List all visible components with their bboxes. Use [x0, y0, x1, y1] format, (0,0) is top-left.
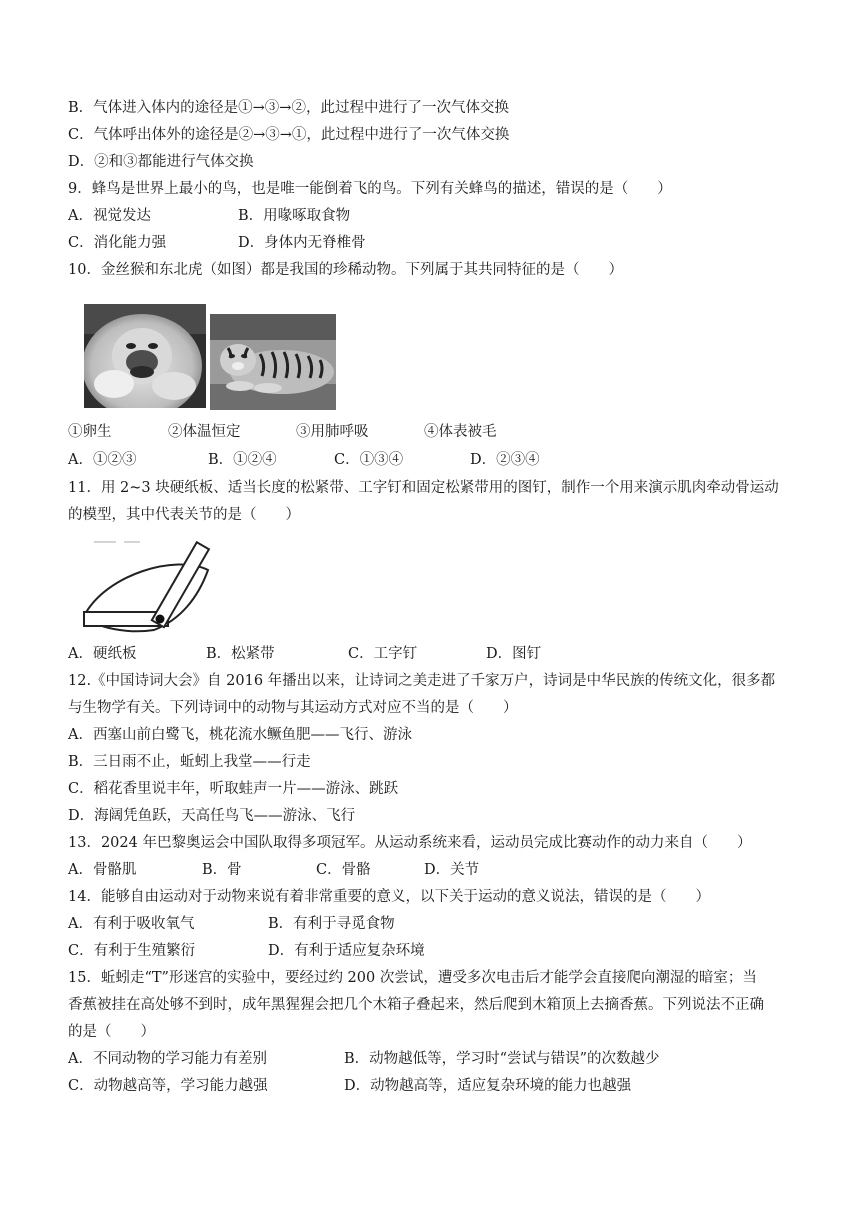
q11-option-b: B．松紧带: [206, 646, 275, 662]
q8-option-d: D．②和③都能进行气体交换: [68, 154, 254, 170]
q10-option-c: C．①③④: [334, 452, 404, 468]
q12-option-a: A．西塞山前白鹭飞，桃花流水鳜鱼肥——飞行、游泳: [68, 727, 412, 743]
q10-option-d: D．②③④: [470, 452, 540, 468]
q11-option-d: D．图钉: [486, 646, 542, 662]
q11-option-c: C．工字钉: [348, 646, 418, 662]
joint-model-diagram: [76, 534, 216, 638]
q9-option-d: D．身体内无脊椎骨: [238, 235, 366, 251]
q14-option-d: D．有利于适应复杂环境: [268, 943, 425, 959]
q12-option-c: C．稻花香里说丰年，听取蛙声一片——游泳、跳跃: [68, 781, 399, 797]
q15-option-d: D．动物越高等，适应复杂环境的能力也越强: [344, 1078, 632, 1094]
q10-stem: 10．金丝猴和东北虎（如图）都是我国的珍稀动物。下列属于其共同特征的是（ ）: [68, 262, 623, 278]
q10-feature-3: ③用肺呼吸: [296, 424, 369, 440]
q14-option-b: B．有利于寻觅食物: [268, 916, 395, 932]
golden-monkey-photo: [84, 304, 206, 408]
siberian-tiger-photo: [210, 314, 336, 410]
q14-option-a: A．有利于吸收氧气: [68, 916, 195, 932]
q10-feature-1: ①卵生: [68, 424, 112, 440]
q11-stem-line1: 11．用 2~3 块硬纸板、适当长度的松紧带、工字钉和固定松紧带用的图钉，制作一个用来演示肌肉牵动骨运动: [68, 480, 779, 496]
q10-feature-4: ④体表被毛: [424, 424, 497, 440]
q8-option-c: C．气体呼出体外的途径是②→③→①，此过程中进行了一次气体交换: [68, 127, 510, 143]
q11-stem-line2: 的模型，其中代表关节的是（ ）: [68, 507, 300, 523]
q10-feature-2: ②体温恒定: [168, 424, 241, 440]
q15-stem-line1: 15．蚯蚓走“T”形迷宫的实验中，要经过约 200 次尝试，遭受多次电击后才能学会直接爬向潮湿的暗室；当: [68, 970, 757, 986]
q12-stem-line2: 与生物学有关。下列诗词中的动物与其运动方式对应不当的是（ ）: [68, 700, 518, 716]
q8-option-b: B．气体进入体内的途径是①→③→②，此过程中进行了一次气体交换: [68, 100, 509, 116]
q9-option-c: C．消化能力强: [68, 235, 167, 251]
q12-option-d: D．海阔凭鱼跃，天高任鸟飞——游泳、飞行: [68, 808, 356, 824]
q13-stem: 13．2024 年巴黎奥运会中国队取得多项冠军。从运动系统来看，运动员完成比赛动作的动力来自（ ）: [68, 835, 752, 851]
q12-stem-line1: 12.《中国诗词大会》自 2016 年播出以来，让诗词之美走进了千家万户，诗词是中华民族的传统文化，很多都: [68, 673, 776, 689]
q11-option-a: A．硬纸板: [68, 646, 137, 662]
q14-stem: 14．能够自由运动对于动物来说有着非常重要的意义，以下关于运动的意义说法，错误的是（ ）: [68, 889, 710, 905]
q15-option-a: A．不同动物的学习能力有差别: [68, 1051, 267, 1067]
q13-option-d: D．关节: [424, 862, 480, 878]
q15-stem-line3: 的是（ ）: [68, 1024, 155, 1040]
q15-option-b: B．动物越低等，学习时“尝试与错误”的次数越少: [344, 1051, 660, 1067]
q12-option-b: B．三日雨不止，蚯蚓上我堂——行走: [68, 754, 311, 770]
q10-option-b: B．①②④: [208, 452, 277, 468]
q13-option-c: C．骨骼: [316, 862, 371, 878]
q9-option-b: B．用喙啄取食物: [238, 208, 351, 224]
q15-stem-line2: 香蕉被挂在高处够不到时，成年黑猩猩会把几个木箱子叠起来，然后爬到木箱顶上去摘香蕉。下列说法不正确: [68, 997, 764, 1013]
q13-option-b: B．骨: [202, 862, 242, 878]
q10-option-a: A．①②③: [68, 452, 137, 468]
q15-option-c: C．动物越高等，学习能力越强: [68, 1078, 268, 1094]
q9-stem: 9．蜂鸟是世界上最小的鸟，也是唯一能倒着飞的鸟。下列有关蜂鸟的描述，错误的是（ ）: [68, 181, 672, 197]
q9-option-a: A．视觉发达: [68, 208, 151, 224]
q13-option-a: A．骨骼肌: [68, 862, 137, 878]
q14-option-c: C．有利于生殖繁衍: [68, 943, 196, 959]
